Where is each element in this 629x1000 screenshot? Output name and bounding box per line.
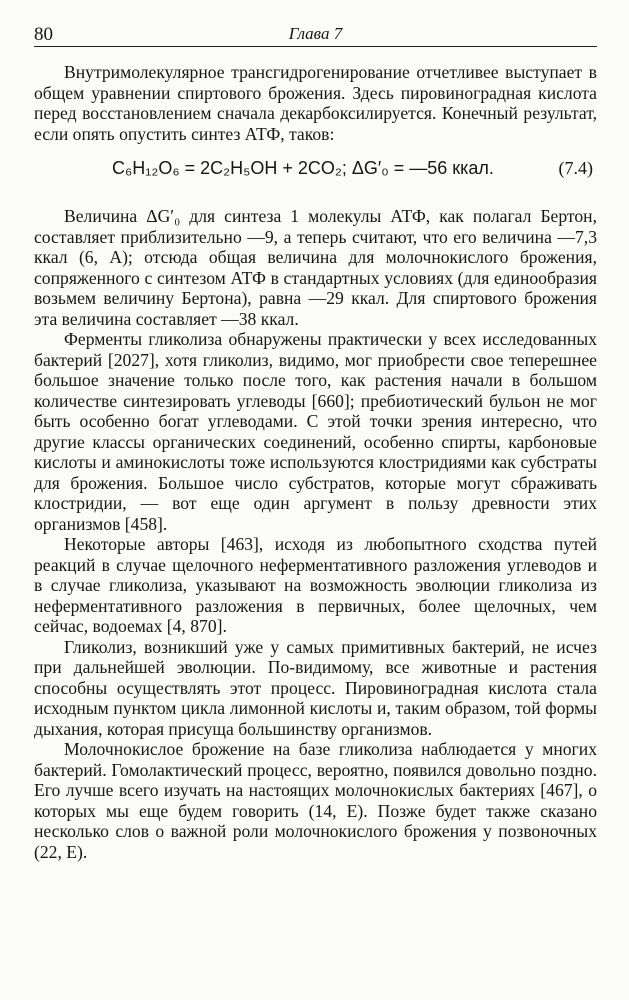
paragraph-delta-g: Величина ΔG′₀ для синтеза 1 молекулы АТФ, как полагал Бертон, составляет приблизительно —9, а теперь считают, что его величина —7,3 ккал (6, A); отсюда общая величина для молочнокислого брожения, сопряженного с синтезом АТФ в стандартных условиях (для единообразия возьмем величину Бертона), равна —29 ккал. Для спиртового брожения эта величина составляет —38 ккал. — [34, 206, 597, 329]
paragraph-alkaline-decomposition: Некоторые авторы [463], исходя из любопытного сходства путей реакций в случае щелочного неферментативного разложения углеводов и в случае гликолиза, указывают на возможность эволюции гликолиза из неферментативного разложения в первичных, более щелочных, чем сейчас, водоемах [4, 870]. — [34, 534, 597, 636]
equation-7-4 — [34, 150, 597, 190]
paragraph-lactic-fermentation: Молочнокислое брожение на базе гликолиза наблюдается у многих бактерий. Гомолактический процесс, вероятно, появился довольно поздно. Его лучше всего изучать на настоящих молочнокислых бактериях [467], о которых мы еще будем говорить (14, E). Позже будет также сказано несколько слов о важной роли молочнокислого брожения у позвоночных (22, E). — [34, 739, 597, 862]
paragraph-glycolysis-enzymes: Ферменты гликолиза обнаружены практически у всех исследованных бактерий [2027], хотя гликолиз, видимо, мог приобрести свое теперешнее большое значение только после того, как растения начали в большом количестве синтезировать углеводы [660]; пребиотический бульон не мог быть особенно богат углеводами. С этой точки зрения интересно, что другие классы органических соединений, особенно спирты, карбоновые кислоты и аминокислоты тоже используются клостридиями как субстраты для брожения. Большое число субстратов, которые могут сбраживать клостридии, — вот еще один аргумент в пользу древности этих организмов [458]. — [34, 329, 597, 534]
paragraph-transhydrogenation: Внутримолекулярное трансгидрогенирование отчетливее выступает в общем уравнении спиртового брожения. Здесь пировиноградная кислота перед восстановлением сначала декарбоксилируется. Конечный результат, если опять опустить синтез АТФ, таков: — [34, 62, 597, 144]
equation-number: (7.4) — [558, 158, 593, 178]
chapter-title: Глава 7 — [288, 24, 343, 43]
page-body — [34, 62, 597, 862]
page-header — [34, 24, 597, 46]
paragraph-glycolysis-evolution: Гликолиз, возникший уже у самых примитивных бактерий, не исчез при дальнейшей эволюции. По-видимому, все животные и растения способны осуществлять этот процесс. Пировиноградная кислота стала исходным пунктом цикла лимонной кислоты и, таким образом, той формы дыхания, которая присуща большинству организмов. — [34, 636, 597, 739]
header-rule — [34, 46, 597, 47]
page-number: 80 — [34, 24, 53, 45]
equation-text: C₆H₁₂O₆ = 2C₂H₅OH + 2CO₂; ΔG′₀ = —56 ккал. — [112, 158, 494, 178]
